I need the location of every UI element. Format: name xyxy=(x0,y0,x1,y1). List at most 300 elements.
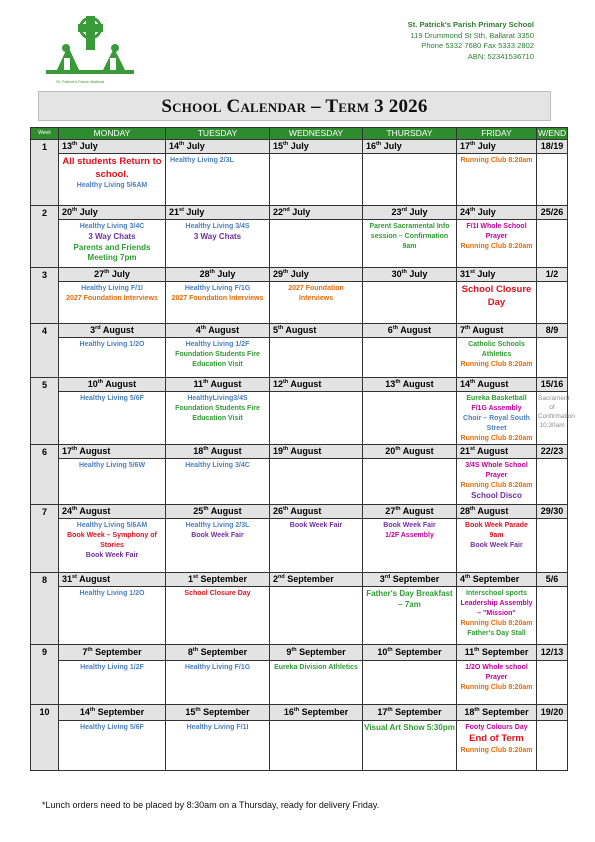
calendar-event: HealthyLiving3/4S xyxy=(187,395,248,402)
day-events-cell xyxy=(166,721,270,771)
day-events-cell xyxy=(59,587,166,645)
day-date-cell xyxy=(363,645,457,661)
weekend-events-cell xyxy=(537,721,568,771)
day-number: 7 xyxy=(82,647,88,657)
calendar-event: Healthy Living 5/6W xyxy=(78,462,146,469)
day-suffix: th xyxy=(283,379,289,385)
day-events-cell xyxy=(270,392,363,445)
day-date-cell xyxy=(166,268,270,282)
day-number: 17 xyxy=(62,446,73,456)
day-events-cell xyxy=(59,392,166,445)
calendar-event: Father's Day Breakfast – 7am xyxy=(366,589,453,609)
month-name: September xyxy=(395,707,442,717)
day-date-cell xyxy=(166,445,270,459)
day-number: 30 xyxy=(391,269,402,279)
week-number: 3 xyxy=(31,268,59,324)
calendar-event: Running Club 8:20am xyxy=(460,361,533,368)
day-events-cell xyxy=(59,661,166,705)
day-events-cell xyxy=(59,282,166,324)
day-events-cell xyxy=(457,154,537,206)
day-events-cell xyxy=(363,220,457,268)
month-name: August xyxy=(402,506,434,516)
day-events-cell xyxy=(363,519,457,573)
day-events-cell xyxy=(363,282,457,324)
day-events-cell xyxy=(457,459,537,505)
day-events-cell xyxy=(59,220,166,268)
day-number: 25 xyxy=(193,506,204,516)
day-events-cell xyxy=(457,519,537,573)
day-events-cell xyxy=(59,338,166,378)
column-header: Week xyxy=(31,128,59,140)
week-events-row xyxy=(31,392,568,445)
calendar-event: Footy Colours Day xyxy=(465,724,528,731)
day-suffix: st xyxy=(72,574,77,580)
school-abn: ABN: 52341536710 xyxy=(467,51,534,61)
day-events-cell xyxy=(270,519,363,573)
calendar-event: Healthy Living 3/4C xyxy=(79,223,145,230)
weekend-dates: 15/16 xyxy=(537,378,568,392)
month-name: August xyxy=(105,379,137,389)
calendar-event: Running Club 8:20am xyxy=(460,746,533,754)
day-number: 27 xyxy=(94,269,105,279)
title-box xyxy=(38,91,551,121)
day-suffix: th xyxy=(387,707,393,713)
day-date-cell xyxy=(59,378,166,392)
day-date-cell xyxy=(59,324,166,338)
day-number: 9 xyxy=(286,647,292,657)
day-events-cell xyxy=(59,459,166,505)
day-date-cell xyxy=(59,445,166,459)
calendar-event: Running Club 8:20am xyxy=(460,482,533,489)
day-number: 6 xyxy=(387,325,393,335)
day-number: 18 xyxy=(464,707,475,717)
weekend-events-cell xyxy=(537,459,568,505)
month-name: July xyxy=(477,207,496,217)
day-date-cell xyxy=(363,445,457,459)
month-name: August xyxy=(285,325,317,335)
week-events-row xyxy=(31,282,568,324)
day-events-cell xyxy=(59,154,166,206)
month-name: July xyxy=(409,207,428,217)
day-number: 20 xyxy=(385,446,396,456)
month-name: August xyxy=(402,379,434,389)
calendar-event: Healthy Living 1/2F xyxy=(185,341,250,348)
calendar-event: F/1I Whole School Prayer xyxy=(466,223,527,240)
calendar-event: Healthy Living 2/3L xyxy=(185,522,250,529)
day-suffix: st xyxy=(179,207,184,213)
month-name: September xyxy=(482,707,529,717)
day-suffix: th xyxy=(195,707,201,713)
month-name: August xyxy=(102,325,134,335)
month-name: August xyxy=(79,446,111,456)
day-events-cell xyxy=(363,338,457,378)
calendar-event: Visual Art Show 5:30pm xyxy=(364,723,455,732)
day-suffix: th xyxy=(72,141,78,147)
week-date-row xyxy=(31,324,568,338)
calendar-event: Book Week Parade 9am xyxy=(465,522,528,539)
calendar-event: 2027 Foundation Interviews xyxy=(66,295,158,302)
month-name: September xyxy=(299,647,346,657)
day-date-cell xyxy=(59,505,166,519)
day-suffix: th xyxy=(474,707,480,713)
calendar-event: Book Week Fair xyxy=(383,522,436,529)
day-date-cell xyxy=(457,324,537,338)
column-header: THURSDAY xyxy=(363,128,457,140)
day-number: 17 xyxy=(377,707,388,717)
day-date-cell xyxy=(59,206,166,220)
day-number: 1 xyxy=(188,574,194,584)
day-number: 14 xyxy=(79,707,90,717)
day-date-cell xyxy=(457,378,537,392)
day-events-cell xyxy=(457,721,537,771)
day-suffix: th xyxy=(474,647,480,653)
calendar-event: Healthy Living 1/2O xyxy=(79,341,145,348)
day-date-cell xyxy=(363,140,457,154)
month-name: September xyxy=(95,647,142,657)
week-number: 7 xyxy=(31,505,59,573)
day-suffix: nd xyxy=(283,207,290,213)
day-events-cell xyxy=(270,587,363,645)
calendar-event: Running Club 8:20am xyxy=(460,684,533,691)
page-title: School Calendar – Term 3 2026 xyxy=(161,96,428,117)
day-suffix: th xyxy=(104,269,110,275)
calendar-event: 3/4S Whole School Prayer xyxy=(465,462,528,479)
day-suffix: th xyxy=(209,269,215,275)
day-date-cell xyxy=(166,206,270,220)
day-events-cell xyxy=(270,661,363,705)
weekend-dates: 8/9 xyxy=(537,324,568,338)
month-name: August xyxy=(290,379,322,389)
calendar-event: Parent Sacramental Info session – Confirmation 9am xyxy=(369,223,450,250)
day-date-cell xyxy=(457,140,537,154)
month-name: July xyxy=(292,207,311,217)
month-name: August xyxy=(210,506,242,516)
calendar-event: Healthy Living 1/2O xyxy=(79,590,145,597)
calendar-event: Eureka Basketball xyxy=(466,395,527,402)
week-events-row xyxy=(31,587,568,645)
month-name: September xyxy=(392,574,440,584)
day-suffix: th xyxy=(395,379,401,385)
day-suffix: th xyxy=(200,325,207,331)
day-date-cell xyxy=(59,140,166,154)
day-number: 21 xyxy=(460,446,471,456)
calendar-event: Healthy Living F/1I xyxy=(186,724,249,731)
day-date-cell xyxy=(270,645,363,661)
day-suffix: rd xyxy=(384,574,391,580)
day-events-cell xyxy=(166,220,270,268)
day-number: 12 xyxy=(273,379,284,389)
column-header: WEDNESDAY xyxy=(270,128,363,140)
day-suffix: th xyxy=(72,446,78,452)
weekend-dates: 25/26 xyxy=(537,206,568,220)
month-name: July xyxy=(477,141,496,151)
calendar-event: Running Club 8:20am xyxy=(460,435,533,442)
day-number: 13 xyxy=(385,379,396,389)
calendar-event: Healthy Living 5/6F xyxy=(80,395,144,402)
lunch-order-footnote: *Lunch orders need to be placed by 8:30am on a Thursday, ready for delivery Friday. xyxy=(42,800,380,810)
month-name: July xyxy=(186,141,205,151)
day-date-cell xyxy=(166,324,270,338)
day-date-cell xyxy=(363,505,457,519)
weekend-dates: 12/13 xyxy=(537,645,568,661)
calendar-event: School Closure Day xyxy=(184,590,251,597)
calendar-event: 1/2O Whole school Prayer xyxy=(465,664,528,681)
day-events-cell xyxy=(166,587,270,645)
day-suffix: th xyxy=(203,506,209,512)
month-name: August xyxy=(290,506,322,516)
week-events-row xyxy=(31,721,568,771)
day-events-cell xyxy=(270,338,363,378)
day-events-cell xyxy=(457,661,537,705)
week-events-row xyxy=(31,154,568,206)
day-suffix: th xyxy=(278,325,284,331)
week-number: 1 xyxy=(31,140,59,206)
day-events-cell xyxy=(270,721,363,771)
column-header: FRIDAY xyxy=(457,128,537,140)
logo-caption: St. Patrick's Parish Ballarat xyxy=(56,79,105,84)
calendar-event: 3 Way Chats xyxy=(88,232,136,241)
school-phone: Phone 5332 7680 Fax 5333 2802 xyxy=(421,41,534,51)
day-suffix: th xyxy=(192,647,199,653)
day-date-cell xyxy=(270,573,363,587)
week-date-row xyxy=(31,445,568,459)
month-name: September xyxy=(200,647,248,657)
day-number: 2 xyxy=(273,574,279,584)
day-number: 26 xyxy=(273,506,284,516)
day-suffix: th xyxy=(470,379,476,385)
day-number: 3 xyxy=(90,325,96,335)
day-events-cell xyxy=(166,392,270,445)
calendar-event: All students Return to school. xyxy=(62,156,162,180)
day-suffix: th xyxy=(72,207,78,213)
calendar-event: Running Club 8:20am xyxy=(460,157,533,164)
day-suffix: th xyxy=(401,269,407,275)
month-name: August xyxy=(79,506,111,516)
month-name: July xyxy=(477,269,496,279)
month-name: July xyxy=(409,269,428,279)
day-date-cell xyxy=(270,445,363,459)
day-events-cell xyxy=(363,392,457,445)
day-number: 8 xyxy=(187,647,193,657)
weekend-dates: 19/20 xyxy=(537,705,568,721)
calendar-event: Leadership Assembly – "Mission" xyxy=(460,600,533,617)
day-number: 18 xyxy=(193,446,204,456)
day-number: 16 xyxy=(366,141,377,151)
calendar-event: Book Week Fair xyxy=(85,552,139,559)
school-address: 119 Drummond St Sth, Ballarat 3350 xyxy=(410,30,534,40)
calendar-event: Healthy Living 5/6F xyxy=(80,724,144,731)
weekend-events-cell xyxy=(537,587,568,645)
day-number: 20 xyxy=(62,207,73,217)
day-events-cell xyxy=(363,661,457,705)
weekend-events-cell xyxy=(537,282,568,324)
column-header: MONDAY xyxy=(59,128,166,140)
day-number: 3 xyxy=(379,574,385,584)
day-date-cell xyxy=(166,378,270,392)
day-suffix: rd xyxy=(95,325,101,331)
month-name: July xyxy=(79,207,98,217)
header-row xyxy=(31,128,568,140)
week-date-row xyxy=(31,268,568,282)
month-name: August xyxy=(400,325,432,335)
day-date-cell xyxy=(270,206,363,220)
day-number: 4 xyxy=(195,325,201,335)
calendar-event: Book Week – Symphony of Stories xyxy=(67,532,157,549)
weekend-dates: 1/2 xyxy=(537,268,568,282)
month-name: July xyxy=(186,207,205,217)
month-name: September xyxy=(203,707,250,717)
day-number: 13 xyxy=(62,141,73,151)
day-events-cell xyxy=(166,661,270,705)
day-suffix: st xyxy=(193,574,198,580)
week-date-row xyxy=(31,705,568,721)
day-events-cell xyxy=(363,587,457,645)
week-number: 9 xyxy=(31,645,59,705)
day-suffix: th xyxy=(203,446,209,452)
month-name: July xyxy=(79,141,98,151)
weekend-events-cell xyxy=(537,519,568,573)
day-number: 29 xyxy=(273,269,284,279)
calendar-event: Healthy Living 3/4C xyxy=(185,462,250,469)
day-events-cell xyxy=(166,338,270,378)
day-date-cell xyxy=(363,206,457,220)
week-number: 10 xyxy=(31,705,59,771)
day-suffix: th xyxy=(376,141,382,147)
weekend-dates: 22/23 xyxy=(537,445,568,459)
month-name: September xyxy=(472,574,520,584)
day-number: 5 xyxy=(273,325,279,335)
day-events-cell xyxy=(363,721,457,771)
month-name: August xyxy=(210,446,242,456)
column-header: W/END xyxy=(537,128,567,138)
month-name: August xyxy=(472,325,504,335)
day-number: 23 xyxy=(391,207,402,217)
weekend-dates: 5/6 xyxy=(537,573,568,587)
day-number: 4 xyxy=(460,574,466,584)
weekend-events-cell xyxy=(537,220,568,268)
day-date-cell xyxy=(363,378,457,392)
week-number: 8 xyxy=(31,573,59,645)
day-date-cell xyxy=(270,268,363,282)
day-suffix: th xyxy=(283,446,289,452)
calendar-event: Book Week Fair xyxy=(191,532,244,539)
calendar-event: Interschool sports xyxy=(465,590,528,597)
weekend-events-cell xyxy=(537,392,575,445)
day-suffix: th xyxy=(395,446,401,452)
week-date-row xyxy=(31,645,568,661)
day-date-cell xyxy=(166,573,270,587)
day-number: 16 xyxy=(283,707,294,717)
weekend-events-cell xyxy=(537,661,568,705)
day-date-cell xyxy=(363,268,457,282)
month-name: August xyxy=(477,379,509,389)
day-date-cell xyxy=(270,324,363,338)
day-date-cell xyxy=(166,140,270,154)
day-suffix: th xyxy=(293,707,300,713)
day-number: 28 xyxy=(199,269,210,279)
day-suffix: st xyxy=(470,269,475,275)
calendar-event: 2027 Foundation Interviews xyxy=(171,295,264,302)
day-suffix: st xyxy=(470,446,475,452)
day-suffix: th xyxy=(87,647,93,653)
day-number: 22 xyxy=(273,207,284,217)
weekend-dates: 18/19 xyxy=(537,140,568,154)
day-events-cell xyxy=(270,282,363,324)
day-events-cell xyxy=(166,459,270,505)
month-name: August xyxy=(208,325,240,335)
week-date-row xyxy=(31,505,568,519)
calendar-event: Healthy Living 3/4S xyxy=(185,223,250,230)
day-number: 21 xyxy=(169,207,180,217)
month-name: August xyxy=(79,574,111,584)
week-date-row xyxy=(31,206,568,220)
day-number: 11 xyxy=(464,647,475,657)
day-date-cell xyxy=(457,206,537,220)
day-date-cell xyxy=(457,573,537,587)
day-date-cell xyxy=(457,445,537,459)
calendar-event: Healthy Living 2/3L xyxy=(170,157,234,164)
day-events-cell xyxy=(270,459,363,505)
day-date-cell xyxy=(59,268,166,282)
month-name: July xyxy=(290,141,309,151)
day-suffix: th xyxy=(89,707,96,713)
calendar-event: 2027 Foundation Interviews xyxy=(288,285,344,302)
day-date-cell xyxy=(59,645,166,661)
day-suffix: th xyxy=(291,647,297,653)
day-suffix: th xyxy=(392,325,399,331)
day-suffix: th xyxy=(470,141,476,147)
day-number: 19 xyxy=(273,446,284,456)
day-number: 15 xyxy=(273,141,284,151)
calendar-event: Choir – Royal South Street xyxy=(463,415,530,432)
calendar-table xyxy=(30,127,575,771)
calendar-event: Catholic Schools Athletics xyxy=(468,341,525,358)
week-number: 5 xyxy=(31,378,59,445)
week-events-row xyxy=(31,661,568,705)
day-number: 7 xyxy=(460,325,466,335)
day-suffix: nd xyxy=(278,574,285,580)
week-date-row xyxy=(31,378,568,392)
day-events-cell xyxy=(457,587,537,645)
week-number: 6 xyxy=(31,445,59,505)
day-number: 14 xyxy=(169,141,180,151)
month-name: September xyxy=(395,647,442,657)
day-suffix: th xyxy=(283,141,289,147)
month-name: July xyxy=(217,269,236,279)
weekend-event: Sacrament of Confirmation 10:30am xyxy=(538,395,575,429)
day-events-cell xyxy=(59,721,166,771)
week-date-row xyxy=(31,140,568,154)
week-number: 4 xyxy=(31,324,59,378)
calendar-event: Foundation Students Fire Education Visit xyxy=(175,351,260,368)
day-suffix: th xyxy=(97,379,104,385)
month-name: August xyxy=(477,506,509,516)
school-logo xyxy=(42,14,138,88)
day-suffix: th xyxy=(179,141,185,147)
day-number: 10 xyxy=(377,647,388,657)
calendar-event: Running Club 8:20am xyxy=(460,243,533,250)
day-date-cell xyxy=(270,378,363,392)
day-suffix: th xyxy=(72,506,78,512)
day-events-cell xyxy=(166,519,270,573)
calendar-event: Book Week Fair xyxy=(289,522,343,529)
calendar-event: Healthy Living F/1G xyxy=(184,664,251,671)
day-events-cell xyxy=(457,282,537,324)
day-events-cell xyxy=(166,154,270,206)
day-suffix: rd xyxy=(401,207,407,213)
column-header: TUESDAY xyxy=(166,128,270,140)
day-date-cell xyxy=(166,705,270,721)
